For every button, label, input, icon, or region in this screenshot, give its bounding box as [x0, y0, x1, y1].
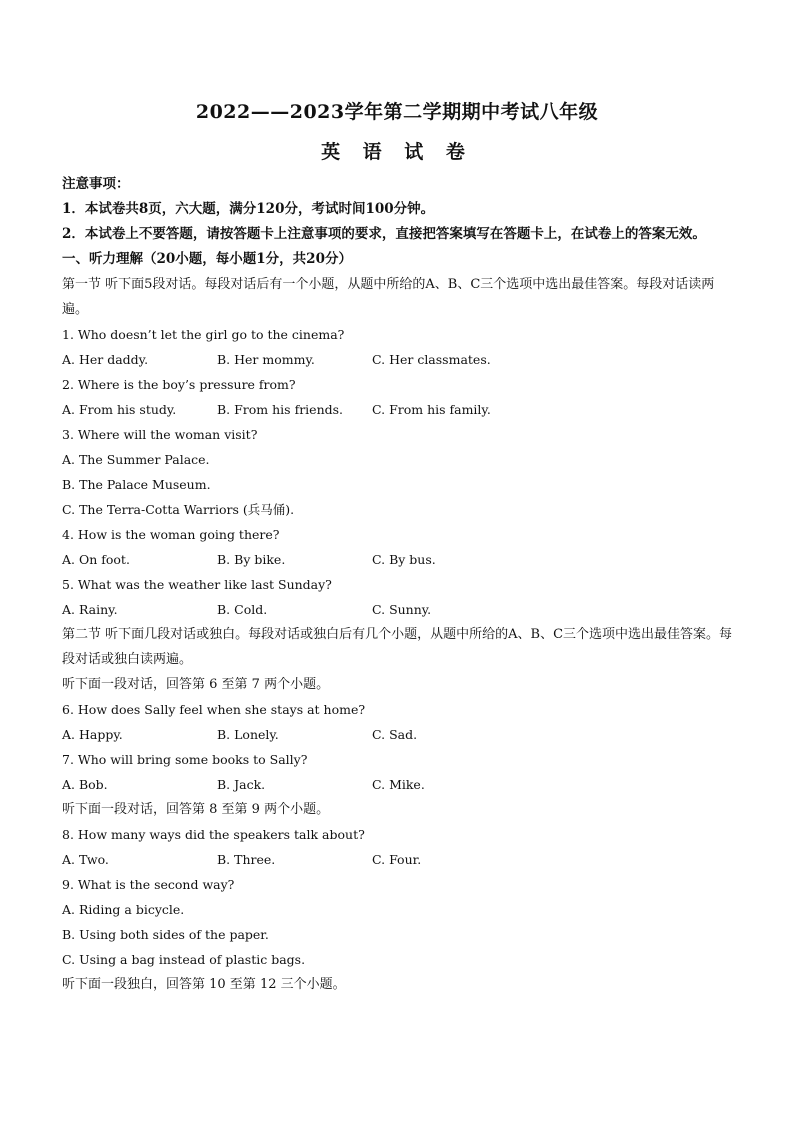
- group-3-instruction: 听下面一段独白，回答第 10 至第 12 三个小题。: [62, 977, 346, 992]
- option-c: C. Sunny.: [372, 602, 432, 617]
- option-a: A. Rainy.: [62, 602, 118, 617]
- option-b: B. Three.: [217, 852, 276, 867]
- option-a: A. Bob.: [62, 777, 108, 792]
- question-3: 3. Where will the woman visit?: [62, 427, 258, 442]
- option-c: C. Her classmates.: [372, 352, 491, 367]
- option-a: A. Riding a bicycle.: [62, 902, 185, 917]
- option-b: B. Her mommy.: [217, 352, 315, 367]
- question-9: 9. What is the second way?: [62, 877, 235, 892]
- question-6: 6. How does Sally feel when she stays at home?: [62, 702, 366, 717]
- option-a: A. Two.: [62, 852, 109, 867]
- question-4: 4. How is the woman going there?: [62, 527, 280, 542]
- note-item-1: 1．本试卷共8页，六大题，满分120分，考试时间100分钟。: [62, 201, 435, 217]
- option-a: A. On foot.: [62, 552, 130, 567]
- option-c: C. Using a bag instead of plastic bags.: [62, 952, 306, 967]
- option-c: C. By bus.: [372, 552, 436, 567]
- option-b: B. Cold.: [217, 602, 268, 617]
- option-b: B. Lonely.: [217, 727, 279, 742]
- option-c: C. From his family.: [372, 402, 491, 417]
- option-b: B. Jack.: [217, 777, 266, 792]
- option-b: B. The Palace Museum.: [62, 477, 211, 492]
- group-1-instruction: 听下面一段对话，回答第 6 至第 7 两个小题。: [62, 677, 330, 692]
- option-c: C. The Terra-Cotta Warriors (兵马俑).: [62, 502, 295, 517]
- note-item-2: 2．本试卷上不要答题，请按答题卡上注意事项的要求，直接把答案填写在答题卡上，在试卷上的答案无效。: [62, 226, 706, 242]
- option-a: A. Her daddy.: [62, 352, 149, 367]
- option-b: B. Using both sides of the paper.: [62, 927, 269, 942]
- option-c: C. Four.: [372, 852, 422, 867]
- section-heading: 一、听力理解（20小题，每小题1分，共20分）: [62, 251, 352, 267]
- group-2-instruction: 听下面一段对话，回答第 8 至第 9 两个小题。: [62, 802, 330, 817]
- option-c: C. Sad.: [372, 727, 418, 742]
- exam-content: [62, 172, 734, 997]
- option-a: A. The Summer Palace.: [62, 452, 210, 467]
- question-6-options: [62, 722, 734, 747]
- question-5: 5. What was the weather like last Sunday?: [62, 577, 332, 592]
- option-b: B. From his friends.: [217, 402, 344, 417]
- question-8-options: [62, 847, 734, 872]
- question-8: 8. How many ways did the speakers talk about?: [62, 827, 365, 842]
- question-5-options: [62, 597, 734, 622]
- part2-intro: 第二节 听下面几段对话或独白。每段对话或独白后有几个小题，从题中所给的A、B、C三个选项中选出最佳答案。每段对话或独白读两遍。: [62, 627, 733, 667]
- part1-intro: 第一节 听下面5段对话。每段对话后有一个小题，从题中所给的A、B、C三个选项中选出最佳答案。每段对话读两遍。: [62, 277, 715, 317]
- question-2-options: [62, 397, 734, 422]
- option-b: B. By bike.: [217, 552, 286, 567]
- question-1-options: [62, 347, 734, 372]
- page-title: 2022——2023学年第二学期期中考试八年级: [195, 101, 599, 123]
- question-4-options: [62, 547, 734, 572]
- option-a: A. Happy.: [62, 727, 123, 742]
- option-a: A. From his study.: [62, 402, 177, 417]
- notes-heading: 注意事项：: [62, 176, 130, 192]
- question-2: 2. Where is the boy’s pressure from?: [62, 377, 296, 392]
- question-7-options: [62, 772, 734, 797]
- page-subtitle: 英 语 试 卷: [321, 141, 473, 163]
- option-c: C. Mike.: [372, 777, 425, 792]
- question-7: 7. Who will bring some books to Sally?: [62, 752, 308, 767]
- question-1: 1. Who doesn’t let the girl go to the cinema?: [62, 327, 345, 342]
